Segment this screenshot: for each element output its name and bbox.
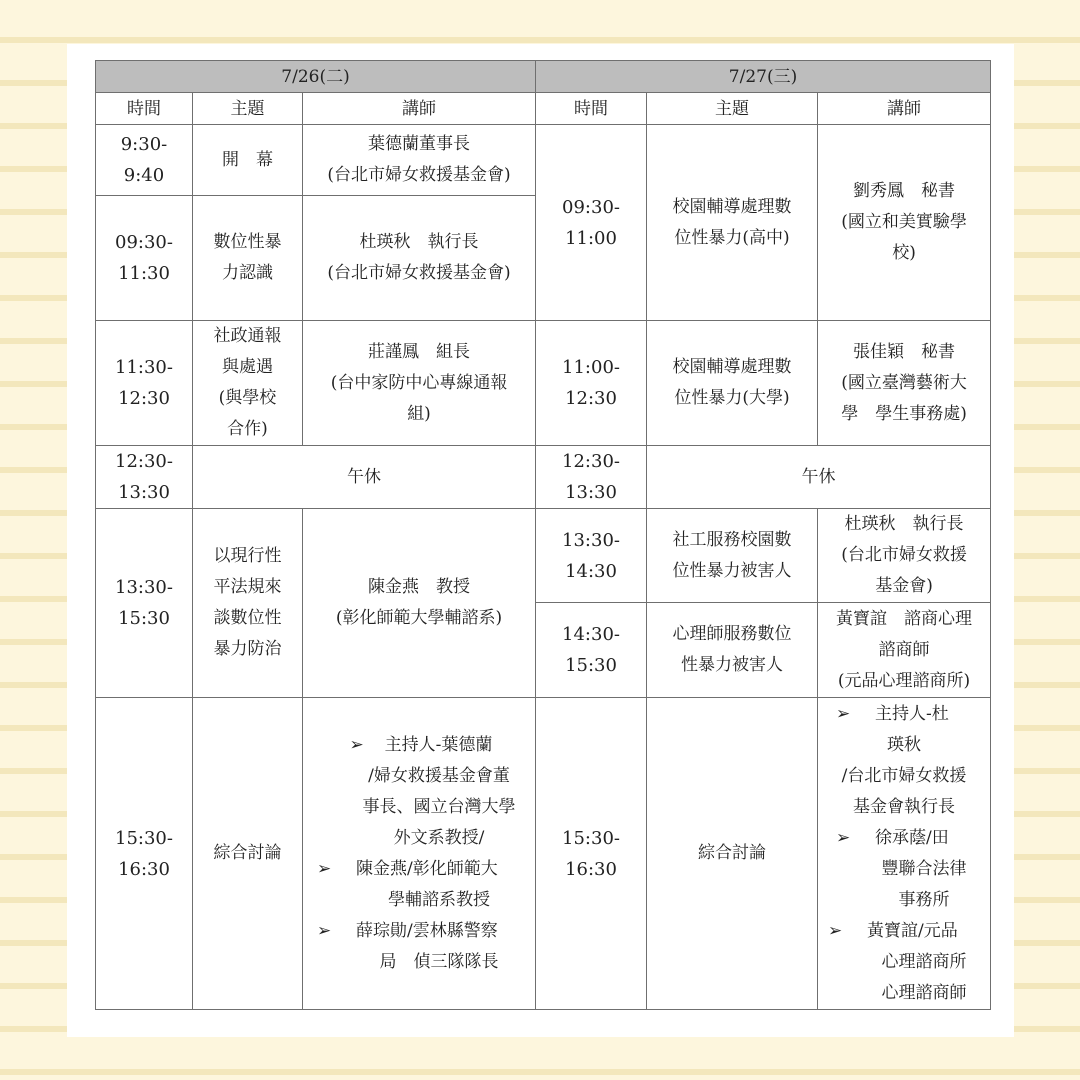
speaker-cell: 黃寶誼 諮商心理 諮商師 (元品心理諮商所) — [818, 603, 991, 698]
time-cell: 11:00- 12:30 — [536, 321, 647, 446]
table-row — [96, 321, 991, 446]
topic-cell: 校園輔導處理數 位性暴力(大學) — [647, 321, 818, 446]
list-item: ➢ 主持人-葉德蘭 — [307, 730, 531, 761]
column-header-speaker: 講師 — [818, 93, 991, 125]
column-header-topic: 主題 — [647, 93, 818, 125]
topic-cell: 社政通報 與處遇 (與學校 合作) — [193, 321, 303, 446]
table-row — [96, 698, 991, 1010]
time-cell: 15:30- 16:30 — [96, 698, 193, 1010]
time-cell: 9:30- 9:40 — [96, 125, 193, 196]
topic-cell: 心理師服務數位 性暴力被害人 — [647, 603, 818, 698]
speaker-cell: 張佳穎 秘書 (國立臺灣藝術大 學 學生事務處) — [818, 321, 991, 446]
time-cell: 12:30- 13:30 — [96, 446, 193, 509]
speaker-cell: 杜瑛秋 執行長 (台北市婦女救援 基金會) — [818, 509, 991, 603]
list-item: ➢ 徐承蔭/田 — [820, 823, 988, 854]
lunch-break-cell: 午休 — [647, 446, 991, 509]
column-header-topic: 主題 — [193, 93, 303, 125]
topic-cell: 校園輔導處理數 位性暴力(高中) — [647, 125, 818, 321]
table-row — [96, 446, 991, 509]
time-cell: 09:30- 11:30 — [96, 196, 193, 321]
time-cell: 12:30- 13:30 — [536, 446, 647, 509]
arrow-bullet-icon: ➢ — [317, 920, 332, 941]
arrow-bullet-icon: ➢ — [349, 734, 364, 755]
time-cell: 15:30- 16:30 — [536, 698, 647, 1010]
topic-cell: 綜合討論 — [647, 698, 818, 1010]
time-cell: 13:30- 15:30 — [96, 509, 193, 698]
day-label: 7/26(二) — [96, 61, 536, 93]
speaker-cell: 杜瑛秋 執行長 (台北市婦女救援基金會) — [303, 196, 536, 321]
topic-cell: 社工服務校園數 位性暴力被害人 — [647, 509, 818, 603]
time-cell: 09:30- 11:00 — [536, 125, 647, 321]
time-cell: 14:30- 15:30 — [536, 603, 647, 698]
speaker-cell: 劉秀鳳 秘書 (國立和美實驗學 校) — [818, 125, 991, 321]
column-header-time: 時間 — [96, 93, 193, 125]
time-cell: 13:30- 14:30 — [536, 509, 647, 603]
speaker-cell: 陳金燕 教授 (彰化師範大學輔諮系) — [303, 509, 536, 698]
arrow-bullet-icon: ➢ — [828, 920, 843, 941]
time-cell: 11:30- 12:30 — [96, 321, 193, 446]
list-item: ➢ 主持人-杜 — [820, 699, 988, 730]
column-header-row — [96, 93, 991, 125]
column-header-time: 時間 — [536, 93, 647, 125]
speaker-cell: ➢ 主持人-葉德蘭 /婦女救援基金會董 事長、國立台灣大學 外文系教授/ ➢ 陳金燕/彰化師範大 學輔諮系教授 ➢ 薛琮勛/雲林縣警察 局 偵三隊隊長 — [303, 698, 536, 1010]
schedule-card — [67, 44, 1014, 1037]
arrow-bullet-icon: ➢ — [836, 827, 851, 848]
list-item: ➢ 陳金燕/彰化師範大 — [307, 854, 531, 885]
list-item: ➢ 薛琮勛/雲林縣警察 — [307, 916, 531, 947]
speaker-cell: 莊謹鳳 組長 (台中家防中心專線通報 組) — [303, 321, 536, 446]
topic-cell: 以現行性 平法規來 談數位性 暴力防治 — [193, 509, 303, 698]
arrow-bullet-icon: ➢ — [317, 858, 332, 879]
arrow-bullet-icon: ➢ — [836, 703, 851, 724]
table-row — [96, 125, 991, 196]
day-label: 7/27(三) — [536, 61, 991, 93]
speaker-cell: 葉德蘭董事長 (台北市婦女救援基金會) — [303, 125, 536, 196]
topic-cell: 綜合討論 — [193, 698, 303, 1010]
list-item: ➢ 黃寶誼/元品 — [820, 916, 988, 947]
topic-cell: 開 幕 — [193, 125, 303, 196]
column-header-speaker: 講師 — [303, 93, 536, 125]
topic-cell: 數位性暴 力認識 — [193, 196, 303, 321]
table-row — [96, 509, 991, 603]
lunch-break-cell: 午休 — [193, 446, 536, 509]
day-header-row — [96, 61, 991, 93]
speaker-cell: ➢ 主持人-杜 瑛秋 /台北市婦女救援 基金會執行長 ➢ 徐承蔭/田 豐聯合法律 事務所 ➢ 黃寶誼/元品 心理諮商所 心理諮商師 — [818, 698, 991, 1010]
schedule-table — [95, 60, 991, 1010]
